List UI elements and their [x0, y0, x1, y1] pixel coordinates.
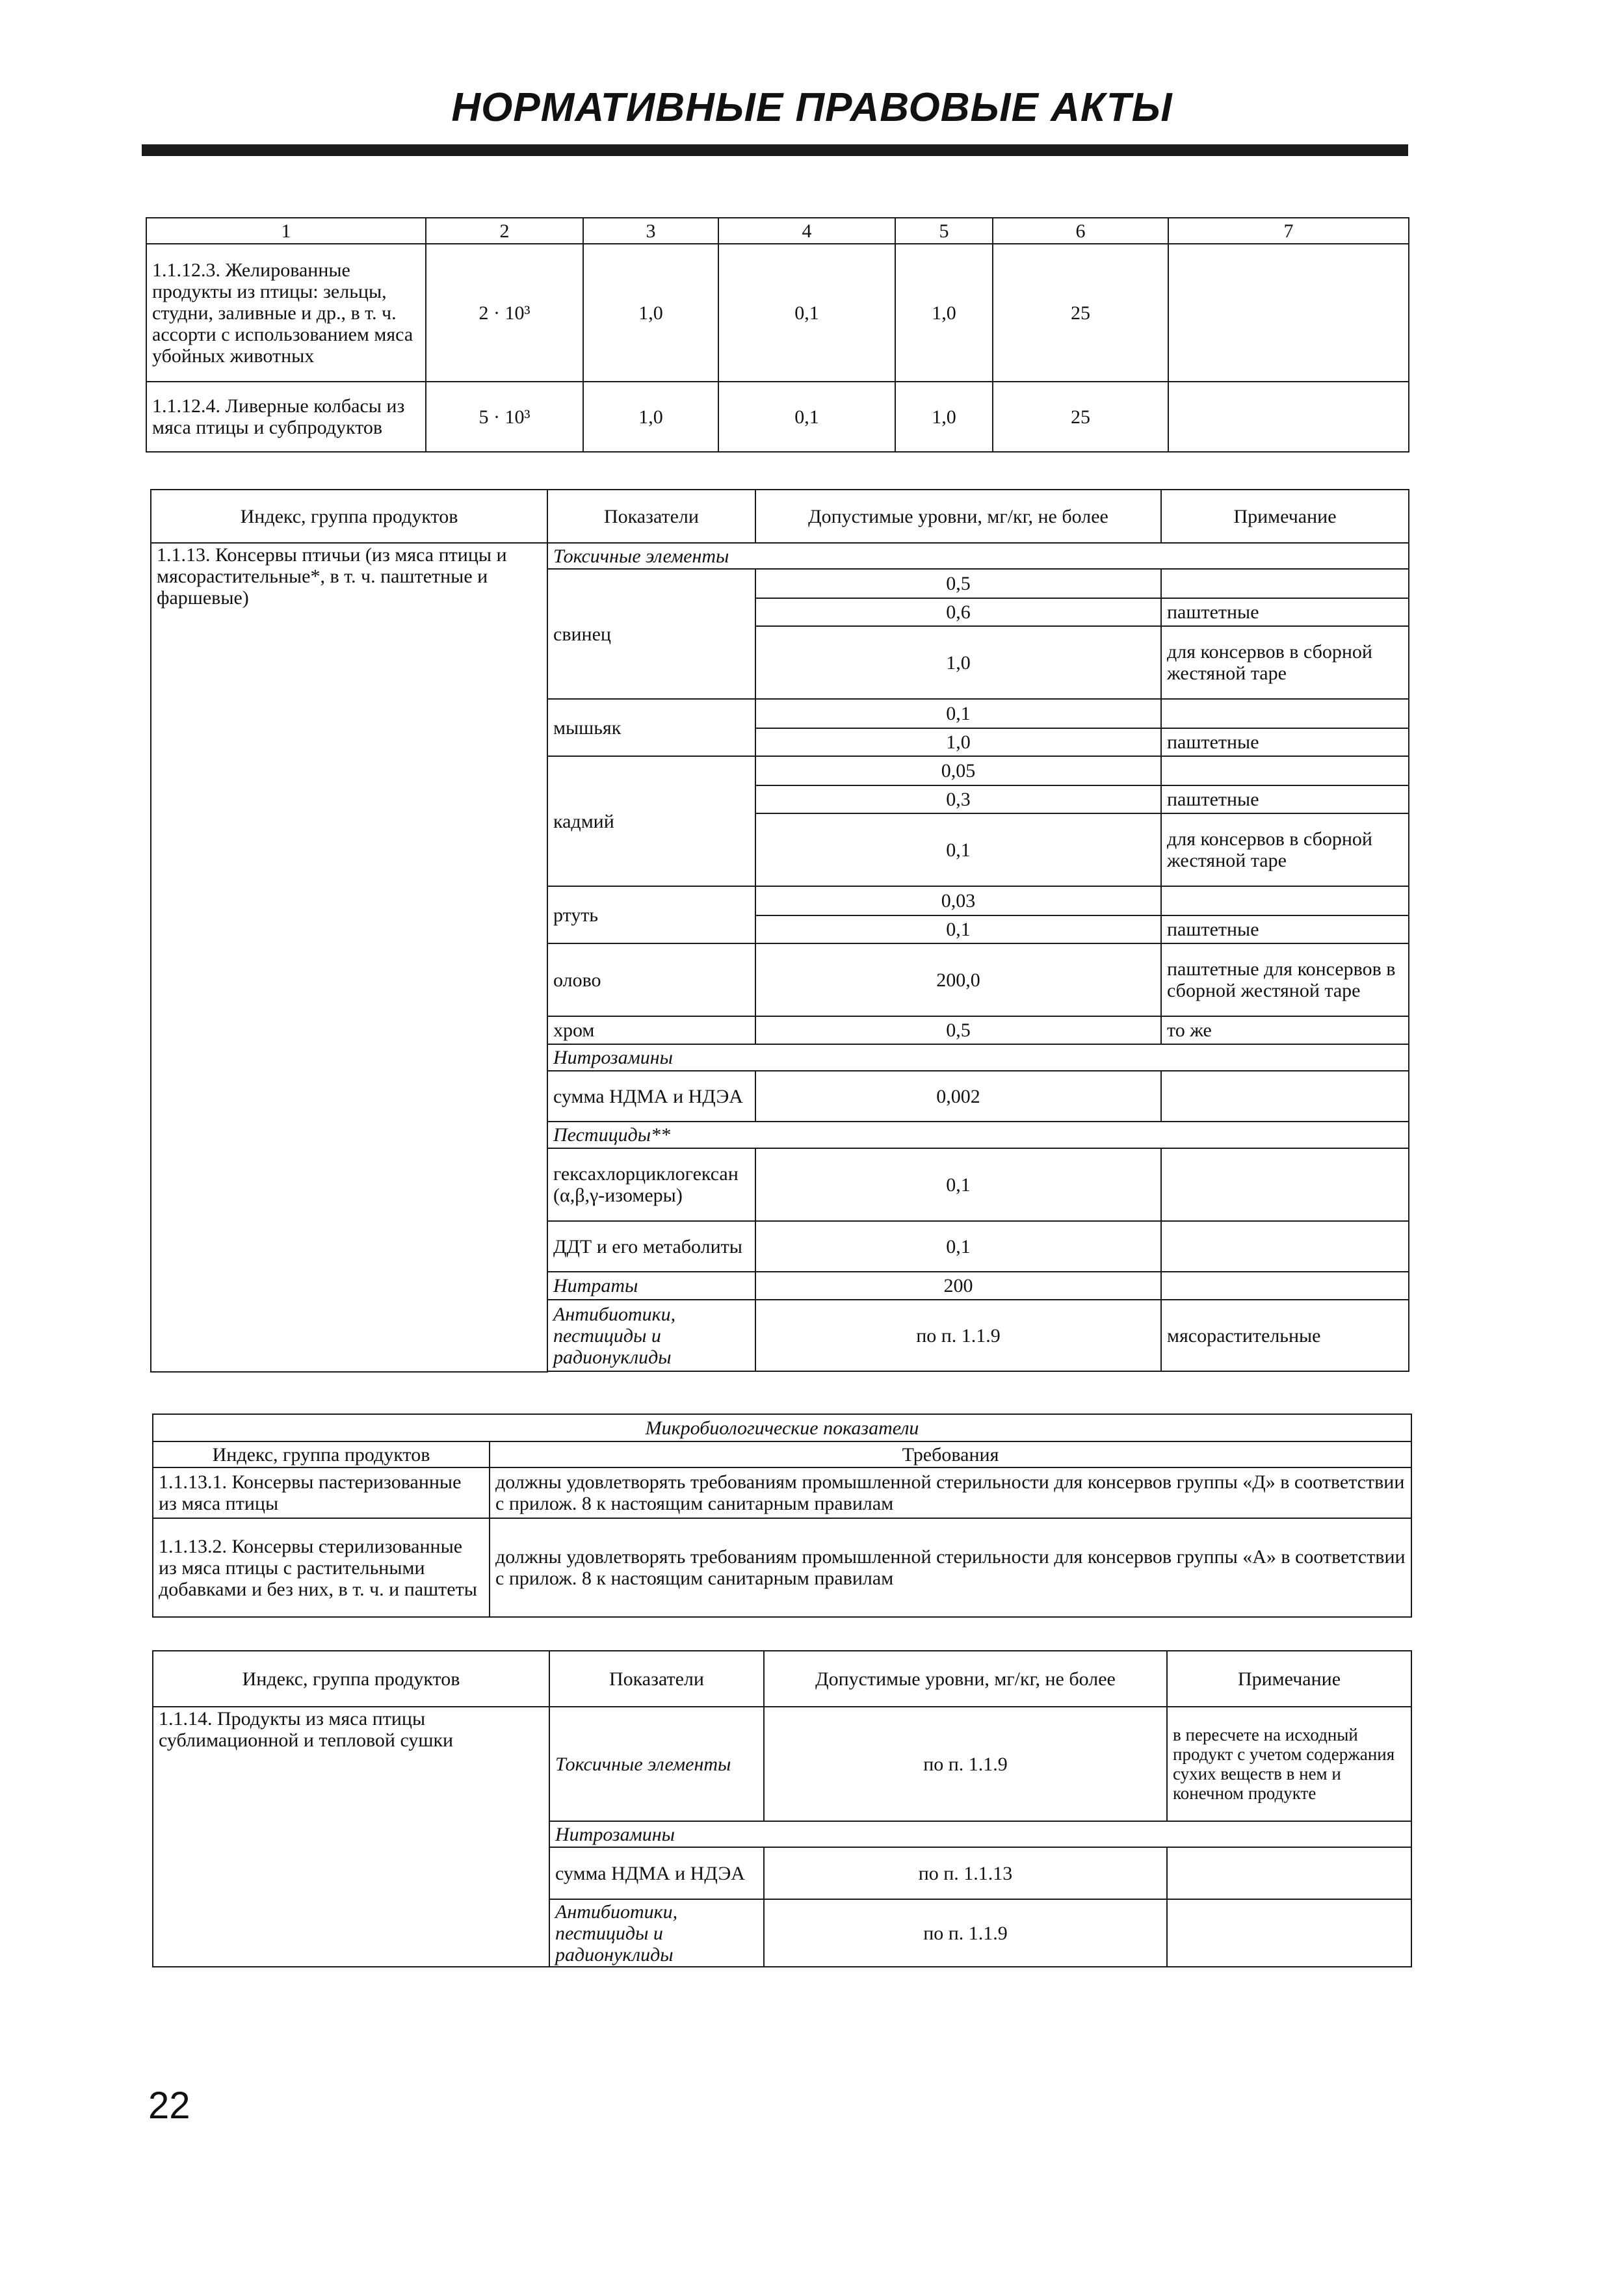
- indicator-name: Токсичные элементы: [549, 1707, 764, 1821]
- note-value: паштетные для консервов в сборной жестяной таре: [1161, 943, 1409, 1016]
- note-value: в пересчете на исходный продукт с учетом содержания сухих веществ в нем и конечном продукте: [1167, 1707, 1411, 1821]
- level-value: 0,1: [755, 1221, 1161, 1272]
- section-heading: Пестициды**: [547, 1122, 1409, 1148]
- level-value: 0,5: [755, 1016, 1161, 1044]
- table-1-header-row: [146, 218, 1409, 244]
- level-value: 0,05: [755, 756, 1161, 785]
- indicator-name: Антибиотики, пестициды и радионуклиды: [549, 1899, 764, 1967]
- cell-value: 1,0: [895, 244, 993, 382]
- levels-column-header: Допустимые уровни, мг/кг, не более: [764, 1651, 1167, 1707]
- page-header-title: НОРМАТИВНЫЕ ПРАВОВЫЕ АКТЫ: [451, 85, 1173, 130]
- note-value: то же: [1161, 1016, 1409, 1044]
- table-row: [146, 382, 1409, 452]
- note-value: [1161, 1148, 1409, 1221]
- cell-value: 0,1: [718, 382, 895, 452]
- cell-value: [1168, 382, 1409, 452]
- column-header: 6: [993, 218, 1168, 244]
- level-value: 0,3: [755, 785, 1161, 813]
- table-row: [153, 1518, 1411, 1617]
- note-value: паштетные: [1161, 728, 1409, 756]
- note-value: [1167, 1847, 1411, 1899]
- indicators-column-header: Показатели: [547, 490, 755, 543]
- column-header: 3: [583, 218, 718, 244]
- column-header: 1: [146, 218, 426, 244]
- note-value: [1161, 569, 1409, 598]
- index-column-header: Индекс, группа продуктов: [153, 1441, 490, 1467]
- cell-value: 1,0: [583, 244, 718, 382]
- level-value: 0,1: [755, 699, 1161, 728]
- level-value: 1,0: [755, 626, 1161, 699]
- header-rule: [142, 144, 1408, 156]
- section-heading: Нитрозамины: [547, 1044, 1409, 1071]
- note-column-header: Примечание: [1161, 490, 1409, 543]
- table-row: [153, 1467, 1411, 1518]
- cell-value: [1168, 244, 1409, 382]
- product-group: 1.1.13. Консервы птичьи (из мяса птицы и мясорастительные*, в т. ч. паштетные и фаршевые): [151, 543, 547, 1372]
- indicator-name: сумма НДМА и НДЭА: [547, 1071, 755, 1122]
- table-row: [146, 244, 1409, 382]
- column-header: 2: [426, 218, 583, 244]
- column-header: 7: [1168, 218, 1409, 244]
- note-value: [1161, 1272, 1409, 1300]
- cell-value: 25: [993, 382, 1168, 452]
- level-value: 200: [755, 1272, 1161, 1300]
- level-value: по п. 1.1.9: [755, 1300, 1161, 1371]
- note-value: для консервов в сборной жестяной таре: [1161, 626, 1409, 699]
- level-value: 0,03: [755, 886, 1161, 915]
- note-value: мясорастительные: [1161, 1300, 1409, 1371]
- requirement-text: должны удовлетворять требованиям промышленной стерильности для консервов группы «Д» в соответствии с прилож. 8 к настоящим санитарным правилам: [490, 1467, 1411, 1518]
- level-value: 0,5: [755, 569, 1161, 598]
- cell-value: 5 · 10³: [426, 382, 583, 452]
- note-value: паштетные: [1161, 785, 1409, 813]
- product-name: 1.1.13.1. Консервы пастеризованные из мяса птицы: [153, 1467, 490, 1518]
- table-1: [146, 217, 1409, 453]
- cell-value: 2 · 10³: [426, 244, 583, 382]
- indicator-name: гексахлорциклогексан (α,β,γ-изомеры): [547, 1148, 755, 1221]
- note-value: [1161, 756, 1409, 785]
- requirements-column-header: Требования: [490, 1441, 1411, 1467]
- table-3-title: Микробиологические показатели: [153, 1414, 1411, 1441]
- index-column-header: Индекс, группа продуктов: [153, 1651, 549, 1707]
- note-column-header: Примечание: [1167, 1651, 1411, 1707]
- column-header: 4: [718, 218, 895, 244]
- cell-value: 25: [993, 244, 1168, 382]
- note-value: [1161, 1071, 1409, 1122]
- note-value: [1161, 1221, 1409, 1272]
- levels-column-header: Допустимые уровни, мг/кг, не более: [755, 490, 1161, 543]
- level-value: 0,1: [755, 915, 1161, 943]
- table-3: [152, 1414, 1412, 1618]
- product-group: 1.1.14. Продукты из мяса птицы сублимационной и тепловой сушки: [153, 1707, 549, 1967]
- indicator-name: Антибиотики, пестициды и радионуклиды: [547, 1300, 755, 1371]
- level-value: 0,6: [755, 598, 1161, 626]
- level-value: 0,1: [755, 1148, 1161, 1221]
- requirement-text: должны удовлетворять требованиям промышленной стерильности для консервов группы «А» в соответствии с прилож. 8 к настоящим санитарным правилам: [490, 1518, 1411, 1617]
- cell-value: 0,1: [718, 244, 895, 382]
- cell-value: 1,0: [583, 382, 718, 452]
- note-value: паштетные: [1161, 598, 1409, 626]
- indicators-column-header: Показатели: [549, 1651, 764, 1707]
- table-2-header-row: [151, 490, 1409, 543]
- level-value: по п. 1.1.13: [764, 1847, 1167, 1899]
- level-value: 1,0: [755, 728, 1161, 756]
- product-name: 1.1.12.4. Ливерные колбасы из мяса птицы и субпродуктов: [146, 382, 426, 452]
- indicator-name: кадмий: [547, 756, 755, 886]
- index-column-header: Индекс, группа продуктов: [151, 490, 547, 543]
- indicator-name: хром: [547, 1016, 755, 1044]
- product-name: 1.1.12.3. Желированные продукты из птицы: зельцы, студни, заливные и др., в т. ч. ассорти с использованием мяса убойных животных: [146, 244, 426, 382]
- table-2: [150, 489, 1409, 1373]
- table-4: [152, 1650, 1412, 1967]
- cell-value: 1,0: [895, 382, 993, 452]
- indicator-name: сумма НДМА и НДЭА: [549, 1847, 764, 1899]
- level-value: по п. 1.1.9: [764, 1707, 1167, 1821]
- indicator-name: Нитраты: [547, 1272, 755, 1300]
- note-value: [1161, 699, 1409, 728]
- indicator-name: ртуть: [547, 886, 755, 943]
- level-value: по п. 1.1.9: [764, 1899, 1167, 1967]
- note-value: для консервов в сборной жестяной таре: [1161, 813, 1409, 886]
- note-value: [1161, 886, 1409, 915]
- indicator-name: олово: [547, 943, 755, 1016]
- indicator-name: свинец: [547, 569, 755, 699]
- product-name: 1.1.13.2. Консервы стерилизованные из мяса птицы с растительными добавками и без них, в т. ч. и паштеты: [153, 1518, 490, 1617]
- section-heading: Нитрозамины: [549, 1821, 1411, 1847]
- level-value: 0,002: [755, 1071, 1161, 1122]
- note-value: паштетные: [1161, 915, 1409, 943]
- indicator-name: ДДТ и его метаболиты: [547, 1221, 755, 1272]
- column-header: 5: [895, 218, 993, 244]
- level-value: 0,1: [755, 813, 1161, 886]
- indicator-name: мышьяк: [547, 699, 755, 756]
- section-heading: Токсичные элементы: [547, 543, 1409, 569]
- page-number: 22: [148, 2084, 190, 2127]
- note-value: [1167, 1899, 1411, 1967]
- level-value: 200,0: [755, 943, 1161, 1016]
